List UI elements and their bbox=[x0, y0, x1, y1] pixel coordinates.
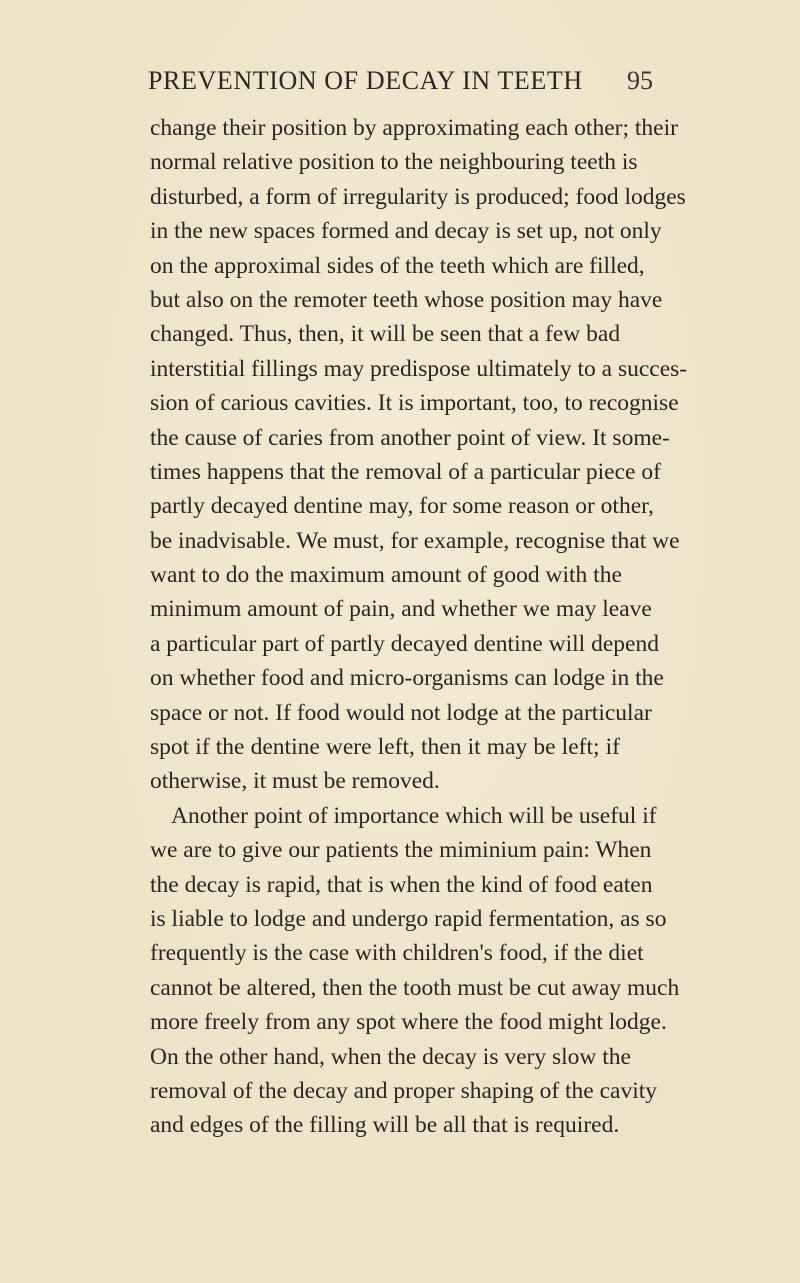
text-line: we are to give our patients the miminium pain: When bbox=[150, 837, 652, 864]
text-line: On the other hand, when the decay is very slow the bbox=[150, 1043, 631, 1070]
running-head bbox=[0, 66, 800, 106]
text-line: interstitial fillings may predispose ultimately to a succes- bbox=[150, 355, 688, 382]
text-line: otherwise, it must be removed. bbox=[150, 768, 440, 795]
text-line: on whether food and micro-organisms can lodge in the bbox=[150, 665, 664, 692]
text-line: and edges of the filling will be all that is required. bbox=[150, 1112, 620, 1139]
paragraph-2 bbox=[150, 799, 680, 1143]
text-line: in the new spaces formed and decay is set up, not only bbox=[150, 218, 662, 245]
text-line: times happens that the removal of a particular piece of bbox=[150, 458, 661, 485]
text-line: but also on the remoter teeth whose position may have bbox=[150, 286, 663, 313]
text-line: removal of the decay and proper shaping of the cavity bbox=[150, 1077, 658, 1104]
text-line: cannot be altered, then the tooth must be cut away much bbox=[150, 974, 680, 1001]
text-line: normal relative position to the neighbouring teeth is bbox=[150, 149, 638, 176]
text-line: is liable to lodge and undergo rapid fermentation, as so bbox=[150, 905, 667, 932]
text-line: the cause of caries from another point of view. It some- bbox=[150, 424, 670, 451]
text-line: changed. Thus, then, it will be seen that a few bad bbox=[150, 321, 621, 348]
text-line: minimum amount of pain, and whether we may leave bbox=[150, 596, 652, 623]
text-line: on the approximal sides of the teeth which are filled, bbox=[150, 252, 645, 279]
text-line: spot if the dentine were left, then it may be left; if bbox=[150, 734, 620, 761]
text-line: a particular part of partly decayed dentine will depend bbox=[150, 630, 659, 657]
text-line: change their position by approximating each other; their bbox=[150, 115, 678, 141]
running-title: PREVENTION OF DECAY IN TEETH bbox=[148, 66, 583, 95]
paragraph-1 bbox=[150, 111, 688, 799]
body-text bbox=[150, 111, 688, 1143]
text-line: more freely from any spot where the food might lodge. bbox=[150, 1009, 667, 1036]
text-line: Another point of importance which will be useful if bbox=[171, 802, 657, 829]
page-number: 95 bbox=[627, 66, 653, 95]
text-line: sion of carious cavities. It is important, too, to recognise bbox=[150, 390, 679, 417]
text-line: want to do the maximum amount of good with the bbox=[150, 562, 622, 589]
text-line: partly decayed dentine may, for some reason or other, bbox=[150, 493, 654, 520]
text-line: be inadvisable. We must, for example, recognise that we bbox=[150, 527, 680, 554]
text-line: space or not. If food would not lodge at the particular bbox=[150, 699, 652, 726]
text-line: frequently is the case with children's food, if the diet bbox=[150, 940, 644, 967]
text-line: disturbed, a form of irregularity is produced; food lodges bbox=[150, 183, 686, 210]
text-line: the decay is rapid, that is when the kind of food eaten bbox=[150, 871, 653, 898]
